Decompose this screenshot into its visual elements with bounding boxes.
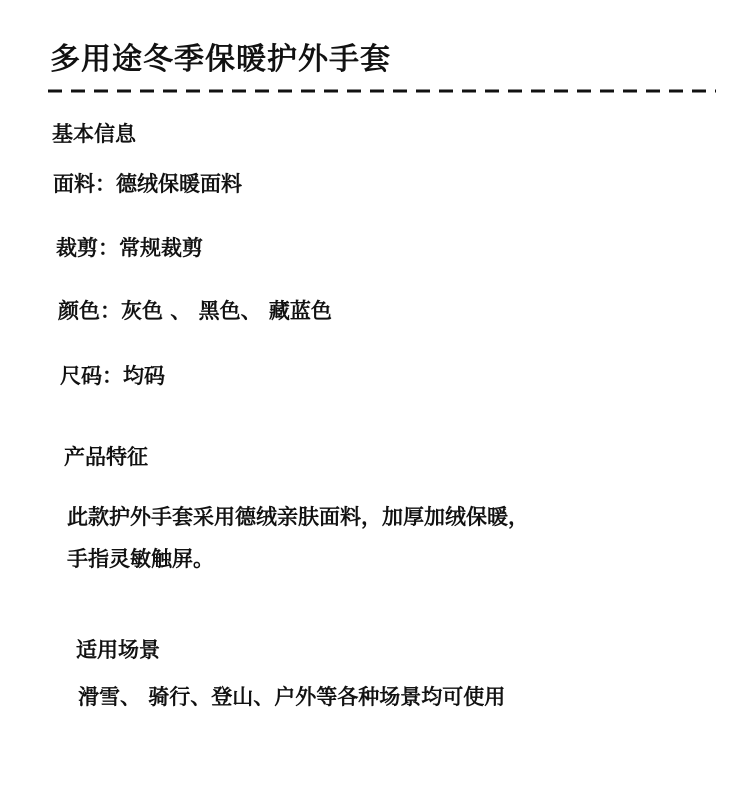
cut-field: 裁剪：常规裁剪 <box>56 236 203 260</box>
scenes-heading: 适用场景 <box>76 638 160 662</box>
basic-info-heading: 基本信息 <box>52 122 136 146</box>
features-line-2: 手指灵敏触屏。 <box>67 547 214 571</box>
dashed-divider <box>48 84 716 98</box>
features-heading: 产品特征 <box>64 445 148 469</box>
color-field: 颜色：灰色 、 黑色、 藏蓝色 <box>58 299 332 323</box>
features-line-1: 此款护外手套采用德绒亲肤面料，加厚加绒保暖， <box>67 505 529 529</box>
material-field: 面料：德绒保暖面料 <box>53 172 242 196</box>
page-title: 多用途冬季保暖护外手套 <box>50 42 391 77</box>
size-field: 尺码：均码 <box>60 364 165 388</box>
scenes-line-1: 滑雪、 骑行、登山、户外等各种场景均可使用 <box>78 685 506 709</box>
